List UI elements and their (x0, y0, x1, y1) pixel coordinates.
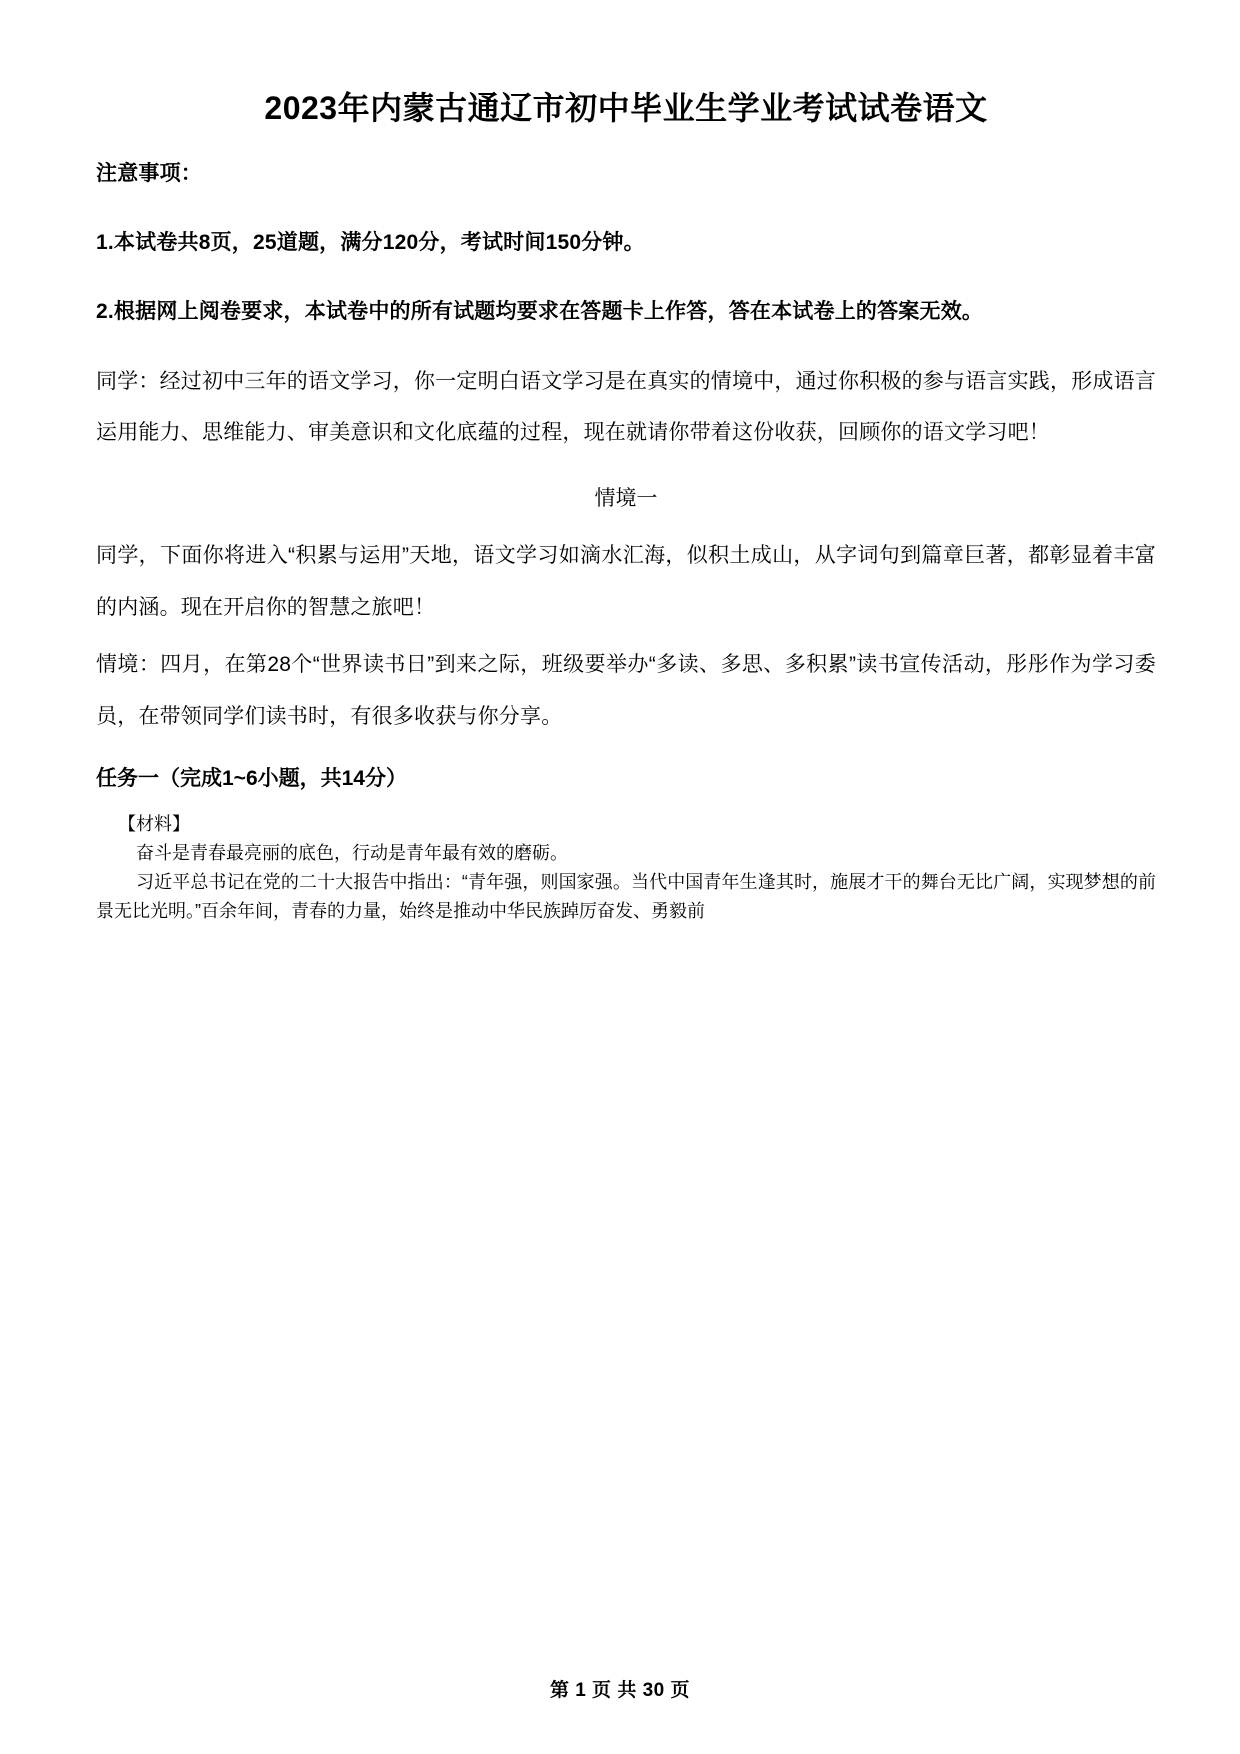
intro-paragraph: 同学：经过初中三年的语文学习，你一定明白语文学习是在真实的情境中，通过你积极的参与语言实践，形成语言运用能力、思维能力、审美意识和文化底蕴的过程，现在就请你带着这份收获，回顾你的语文学习吧！ (96, 369, 1156, 445)
section-intro-paragraph: 同学，下面你将进入“积累与运用”天地，语文学习如滴水汇海，似积土成山，从字词句到篇章巨著，都彰显着丰富的内涵。现在开启你的智慧之旅吧！ (96, 544, 1156, 619)
material-label: 【材料】 (118, 813, 190, 834)
material-block (96, 800, 1156, 927)
task-heading: 任务一（完成1~6小题，共14分） (96, 766, 407, 790)
page-title: 2023年内蒙古通辽市初中毕业生学业考试试卷语文 (264, 90, 988, 126)
section-heading: 情境一 (594, 486, 658, 510)
scenario-paragraph: 情境：四月，在第28个“世界读书日”到来之际，班级要举办“多读、多思、多积累”读书宣传活动，彤彤作为学习委员，在带领同学们读书时，有很多收获与你分享。 (96, 653, 1156, 728)
document-content (96, 0, 1156, 927)
material-paragraph-1: 奋斗是青春最亮丽的底色，行动是青年最有效的磨砺。 (136, 843, 568, 864)
material-paragraph-2: 习近平总书记在党的二十大报告中指出：“青年强，则国家强。当代中国青年生逢其时，施展才干的舞台无比广阔，实现梦想的前景无比光明。”百余年间，青春的力量，始终是推动中华民族踔厉奋发、勇毅前 (96, 872, 1156, 922)
notice-item-1: 1.本试卷共8页，25道题，满分120分，考试时间150分钟。 (96, 231, 645, 255)
page-footer: 第 1 页 共 30 页 (549, 1680, 691, 1701)
notice-label: 注意事项： (96, 161, 202, 185)
notice-item-2: 2.根据网上阅卷要求，本试卷中的所有试题均要求在答题卡上作答，答在本试卷上的答案无效。 (96, 300, 984, 324)
